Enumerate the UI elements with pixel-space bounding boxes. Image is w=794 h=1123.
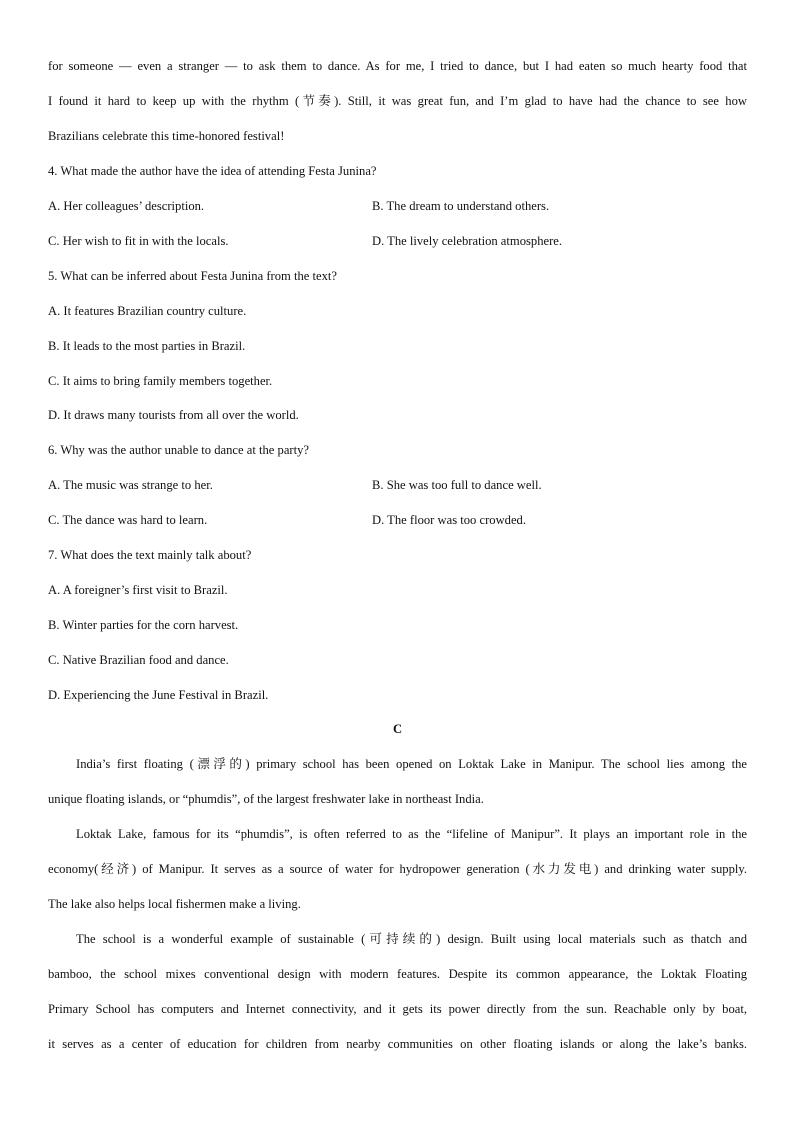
- paragraph-line: Loktak Lake, famous for its “phumdis”, is often referred to as the “lifeline of Manipur”. It plays an important role in the: [76, 827, 747, 841]
- option-4c: C. Her wish to fit in with the locals.: [48, 234, 229, 248]
- option-5b: B. It leads to the most parties in Brazil.: [48, 339, 246, 353]
- question-stem-6: 6. Why was the author unable to dance at the party?: [48, 443, 309, 457]
- question-stem-4: 4. What made the author have the idea of attending Festa Junina?: [48, 164, 377, 178]
- paragraph-line: unique floating islands, or “phumdis”, of the largest freshwater lake in northeast India.: [48, 792, 484, 806]
- paragraph-line: it serves as a center of education for children from nearby communities on other floating islands or along the lake’s banks.: [48, 1037, 747, 1051]
- paragraph-line: The school is a wonderful example of sustainable (可持续的) design. Built using local materials such as thatch and: [76, 932, 747, 946]
- passage-line: Brazilians celebrate this time-honored festival!: [48, 129, 285, 143]
- question-stem-7: 7. What does the text mainly talk about?: [48, 548, 252, 562]
- option-6b: B. She was too full to dance well.: [372, 478, 542, 492]
- passage-line: I found it hard to keep up with the rhythm (节奏). Still, it was great fun, and I’m glad to have had the chance to see how: [48, 94, 747, 108]
- option-5a: A. It features Brazilian country culture.: [48, 304, 247, 318]
- passage-line: for someone — even a stranger — to ask them to dance. As for me, I tried to dance, but I had eaten so much hearty food that: [48, 59, 747, 73]
- option-4d: D. The lively celebration atmosphere.: [372, 234, 563, 248]
- question-stem-5: 5. What can be inferred about Festa Junina from the text?: [48, 269, 337, 283]
- paragraph-line: economy(经济) of Manipur. It serves as a source of water for hydropower generation (水力发电) and drinking water supply.: [48, 862, 747, 876]
- option-6c: C. The dance was hard to learn.: [48, 513, 208, 527]
- paragraph-line: The lake also helps local fishermen make a living.: [48, 897, 301, 911]
- option-7a: A. A foreigner’s first visit to Brazil.: [48, 583, 228, 597]
- section-heading: C: [392, 722, 403, 736]
- paragraph-line: Primary School has computers and Internet connectivity, and it gets its power directly from the sun. Reachable only by boat,: [48, 1002, 747, 1016]
- option-4b: B. The dream to understand others.: [372, 199, 550, 213]
- option-7d: D. Experiencing the June Festival in Brazil.: [48, 688, 269, 702]
- option-4a: A. Her colleagues’ description.: [48, 199, 205, 213]
- option-6a: A. The music was strange to her.: [48, 478, 213, 492]
- option-7b: B. Winter parties for the corn harvest.: [48, 618, 239, 632]
- option-5c: C. It aims to bring family members together.: [48, 374, 273, 388]
- option-6d: D. The floor was too crowded.: [372, 513, 527, 527]
- option-7c: C. Native Brazilian food and dance.: [48, 653, 229, 667]
- paragraph-line: India’s first floating (漂浮的) primary school has been opened on Loktak Lake in Manipur. The school lies among the: [76, 757, 747, 771]
- option-5d: D. It draws many tourists from all over the world.: [48, 408, 299, 422]
- paragraph-line: bamboo, the school mixes conventional design with modern features. Despite its common appearance, the Loktak Floating: [48, 967, 747, 981]
